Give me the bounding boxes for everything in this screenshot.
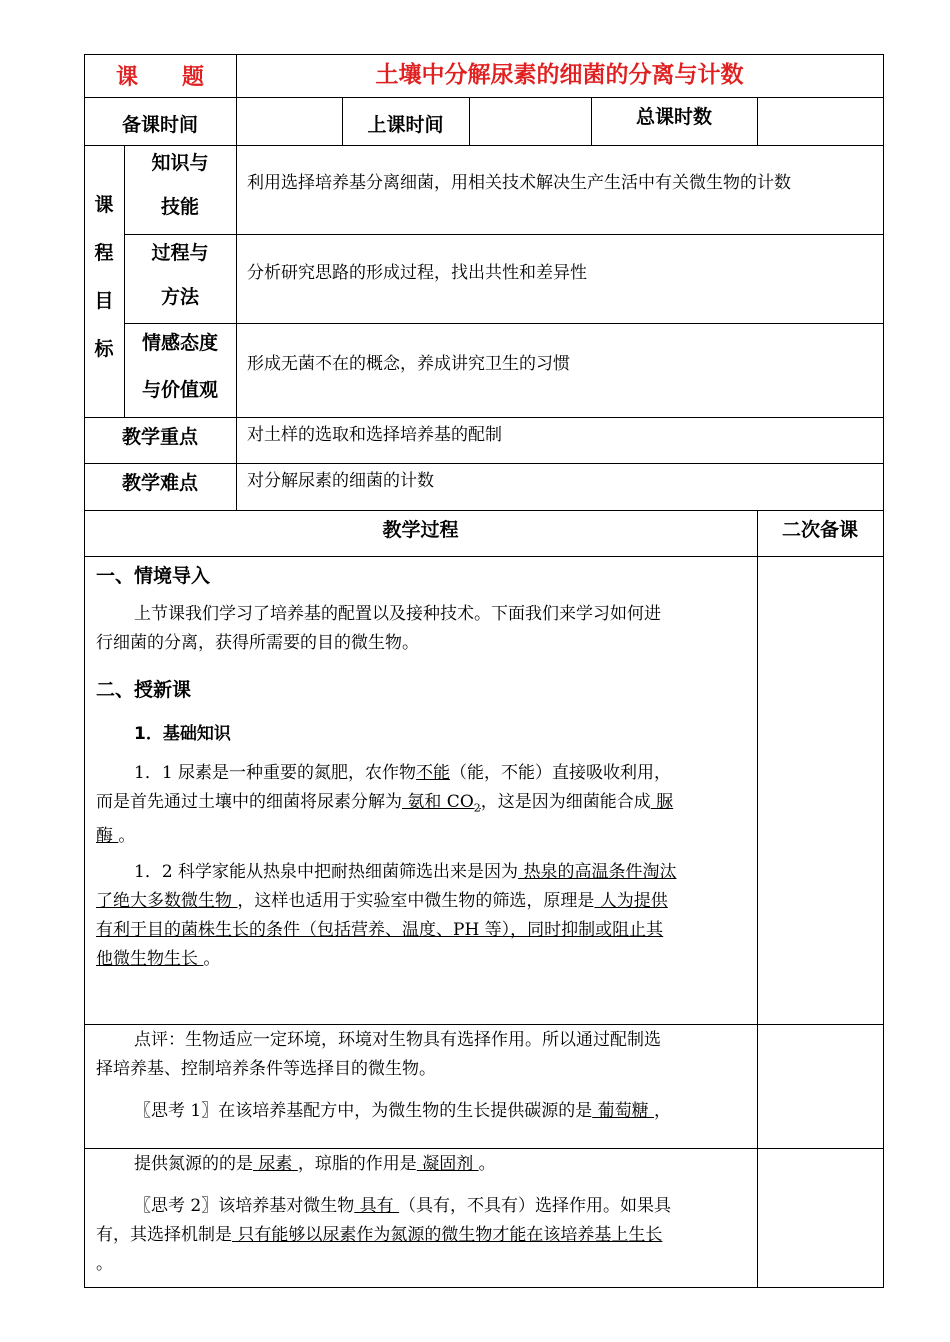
- prep-time-label: 备课时间: [121, 114, 198, 136]
- nitrogen-text: ，琼脂的作用是: [297, 1154, 417, 1174]
- method-label-l2: 方法: [160, 286, 199, 308]
- question-1-2: [96, 858, 748, 974]
- nitrogen-text: 提供氮源的的是: [134, 1154, 253, 1174]
- think2-text: 。: [96, 1254, 113, 1274]
- nitrogen-text: 。: [478, 1154, 496, 1174]
- q1-answer: 氨和 $CO_2$: [402, 792, 481, 815]
- question-1-1: [96, 759, 748, 851]
- q2-answer: 有利于目的菌株生长的条件（包括营养、温度、PH 等），同时抑制或阻止其: [96, 920, 664, 940]
- attitude-label-l1: 情感态度: [141, 332, 218, 354]
- subject-title: 土壤中分解尿素的细菌的分离与计数: [375, 62, 744, 88]
- q2-text: 。: [203, 949, 221, 969]
- class-time-value[interactable]: [470, 98, 590, 145]
- q1-answer: 不能: [416, 763, 451, 783]
- total-hours-value[interactable]: [758, 98, 882, 145]
- think2-text: 有，其选择机制是: [96, 1225, 232, 1245]
- method-text: 分析研究思路的形成过程，找出共性和差异性: [247, 263, 587, 283]
- second-prep-header: 二次备课: [781, 519, 858, 541]
- section1-line1: 上节课我们学习了培养基的配置以及接种技术。下面我们来学习如何进: [134, 604, 661, 624]
- think1-answer: 葡萄糖: [592, 1101, 655, 1121]
- key-point-text: 对土样的选取和选择培养基的配制: [247, 425, 502, 445]
- comment-paragraph: [96, 1026, 748, 1084]
- q1-text: 1．1 尿素是一种重要的氮肥，农作物: [134, 763, 417, 783]
- agar-answer: 凝固剂: [416, 1154, 479, 1174]
- nitrogen-line: [96, 1150, 748, 1179]
- think1-text: 〖思考 1〗在该培养基配方中，为微生物的生长提供碳源的是: [134, 1101, 593, 1121]
- section2-title: 二、授新课: [96, 679, 192, 701]
- section1-line2: 行细菌的分离，获得所需要的目的微生物。: [96, 633, 419, 653]
- q1-text: （能，不能）直接吸收利用，: [450, 763, 672, 783]
- think1-text: ，: [654, 1101, 672, 1121]
- nitrogen-answer: 尿素: [253, 1154, 298, 1174]
- think-2: [96, 1192, 748, 1279]
- goals-char: 标: [94, 338, 114, 360]
- q1-answer: 酶: [96, 826, 119, 847]
- knowledge-label-l1: 知识与: [151, 152, 209, 174]
- difficulty-text: 对分解尿素的细菌的计数: [247, 471, 434, 491]
- goals-char: 程: [94, 242, 114, 264]
- prep-time-value[interactable]: [237, 98, 341, 145]
- knowledge-label-l2: 技能: [160, 196, 199, 218]
- attitude-label-l2: 与价值观: [141, 379, 218, 401]
- think2-answer: 只有能够以尿素作为氮源的微生物才能在该培养基上生长: [232, 1225, 663, 1245]
- q1-text: ，这是因为细菌能合成: [480, 792, 651, 812]
- q1-answer: 脲: [650, 792, 674, 812]
- q2-text: ，这样也适用于实验室中微生物的筛选，原理是: [237, 891, 595, 911]
- section1-paragraph: [96, 600, 748, 658]
- q2-answer: 了绝大多数微生物: [96, 891, 238, 911]
- process-header: 教学过程: [382, 519, 459, 541]
- think2-text: （具有，不具有）选择作用。如果具: [399, 1196, 672, 1216]
- total-hours-label: 总课时数: [635, 106, 712, 128]
- key-point-label: 教学重点: [121, 426, 198, 448]
- goals-char: 课: [94, 194, 114, 216]
- q2-answer: 人为提供: [594, 891, 668, 911]
- difficulty-label: 教学难点: [121, 472, 198, 494]
- think-1: [96, 1097, 748, 1126]
- q2-answer: 他微生物生长: [96, 949, 204, 969]
- q1-text: 而是首先通过土壤中的细菌将尿素分解为: [96, 792, 402, 812]
- subject-label: 课 题: [115, 65, 204, 90]
- class-time-label: 上课时间: [367, 114, 444, 136]
- q1-text: 。: [118, 826, 136, 847]
- think2-text: 〖思考 2〗该培养基对微生物: [134, 1196, 355, 1216]
- attitude-text: 形成无菌不在的概念，养成讲究卫生的习惯: [247, 354, 570, 374]
- comment-line1: 点评：生物适应一定环境，环境对生物具有选择作用。所以通过配制选: [134, 1030, 661, 1050]
- q2-answer: 热泉的高温条件淘汰: [518, 862, 677, 882]
- section1-title: 一、情境导入: [96, 565, 211, 587]
- knowledge-text: 利用选择培养基分离细菌，用相关技术解决生产生活中有关微生物的计数: [247, 173, 791, 193]
- goals-char: 目: [94, 290, 114, 312]
- method-label-l1: 过程与: [151, 242, 209, 264]
- q2-text: 1．2 科学家能从热泉中把耐热细菌筛选出来是因为: [134, 862, 519, 882]
- think2-answer: 具有: [354, 1196, 400, 1216]
- comment-line2: 择培养基、控制培养条件等选择目的微生物。: [96, 1059, 436, 1079]
- sub1-title: 1．基础知识: [134, 724, 231, 744]
